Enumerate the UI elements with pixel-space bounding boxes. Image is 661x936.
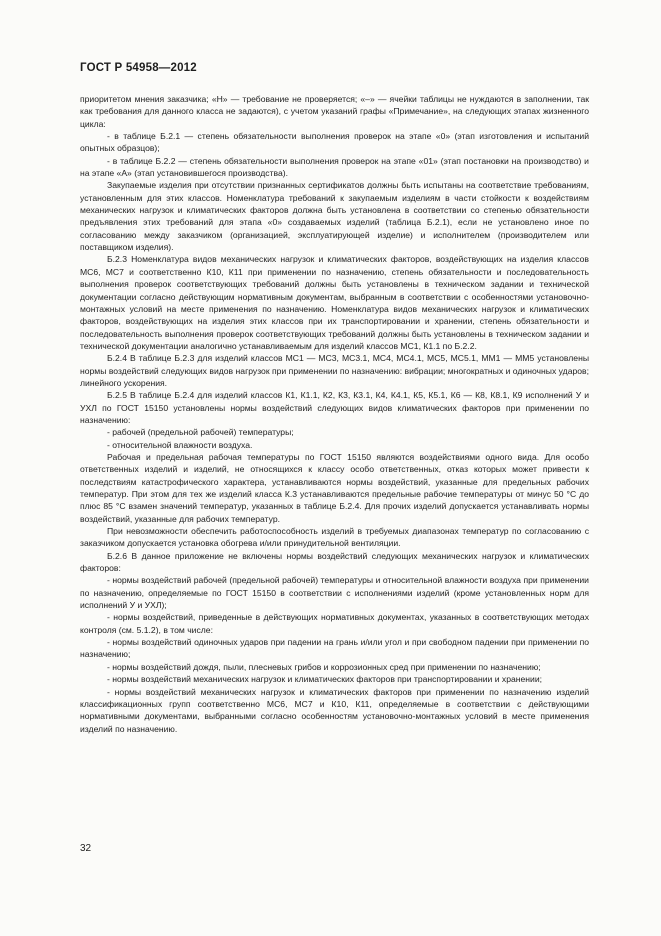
body-paragraph: Б.2.3 Номенклатура видов механических нагрузок и климатических факторов, воздействующих на изделия классов МС6, МС7 и соответственно К10, К11 при применении по назначению, степень обязательности и последовательность выполнения проверок соответствующих требований должны быть установлены в техническом задании и технической документации согласно действующим нормативным документам, выбранным в соответствии с особенностями установочно-монтажных условий на месте применения по назначению. Номенклатура видов механических нагрузок и климатических факторов, воздействующих на изделия этих классов при их транспортировании и хранении, степень обязательности и последовательность выполнения проверок соответствующих требований должны быть установлены в техническом задании и технической документации аналогично устанавливаемым для изделий классов МС1, К1.1 по Б.2.2.	[80, 254, 589, 351]
body-paragraph: приоритетом мнения заказчика; «Н» — требование не проверяется; «–» — ячейки таблицы не нуждаются в заполнении, так как требования для данного класса не задаются), с учетом указаний графы «Примечание», на следующих этапах жизненного цикла:	[80, 94, 589, 129]
body-paragraph: - нормы воздействий механических нагрузок и климатических факторов при применении по назначению изделий классификационных групп соответственно МС6, МС7 и К10, К11, определяемые в соответствии с действующими нормативными документами, выбранными согласно особенностям установочно-монтажных условий в месте применения изделий по назначению.	[80, 686, 589, 734]
body-paragraph: Б.2.4 В таблице Б.2.3 для изделий классов МС1 — МС3, МС3.1, МС4, МС4.1, МС5, МС5.1, ММ1 — ММ5 установлены нормы воздействий следующих видов нагрузок при применении по назначению: вибрации; многократных и одиночных ударов; линейного ускорения.	[80, 353, 589, 388]
body-paragraph: - относительной влажности воздуха.	[107, 439, 253, 450]
body-paragraph: Закупаемые изделия при отсутствии признанных сертификатов должны быть испытаны на соответствие требованиям, установленным для этих классов. Номенклатура требований к закупаемым изделиям в части стойкости к воздействиям механических нагрузок и климатических факторов должна быть установлена в соответствии со степенью обязательности предъявления этих требований для этапа «0» создаваемых изделий (таблица Б.2.1), если не установлено иное по согласованию между заказчиком (организацией, эксплуатирующей изделие) и исполнителем (производителем или поставщиком изделия).	[80, 180, 589, 253]
body-paragraph: - рабочей (предельной рабочей) температуры;	[107, 427, 294, 438]
body-paragraph: - нормы воздействий одиночных ударов при падении на грань и/или угол и при свободном падении при применении по назначению;	[80, 637, 589, 660]
document-header: ГОСТ Р 54958—2012	[80, 62, 197, 74]
body-paragraph: При невозможности обеспечить работоспособность изделий в требуемых диапазонах температур по согласованию с заказчиком допускается установка обогрева и/или принудительной вентиляции.	[80, 526, 589, 549]
body-paragraph: - в таблице Б.2.1 — степень обязательности выполнения проверок на этапе «0» (этап изготовления и испытаний опытных образцов);	[80, 131, 589, 154]
body-paragraph: Рабочая и предельная рабочая температуры по ГОСТ 15150 являются воздействиями одного вида. Для особо ответственных изделий и изделий, не относящихся к классу особо ответственных, отказ которых может привести к последствиям катастрофического характера, устанавливаются нормы воздействий, указанные для предельных рабочих температур. При этом для тех же изделий класса К.3 устанавливаются предельные рабочие температуры от минус 50 °C до плюс 85 °C взамен значений температур, указанных в таблице Б.2.4. Для прочих изделий допускается устанавливать нормы воздействий, указанные для рабочих температур.	[80, 451, 589, 524]
body-paragraph: Б.2.5 В таблице Б.2.4 для изделий классов К1, К1.1, К2, К3, К3.1, К4, К4.1, К5, К5.1, К6 — К8, К8.1, К9 исполнений У и УХЛ по ГОСТ 15150 установлены нормы воздействий следующих видов климатических факторов при применении по назначению:	[80, 390, 589, 425]
body-paragraph: - нормы воздействий, приведенные в действующих нормативных документах, указанных в соответствующих методах контроля (см. 5.1.2), в том числе:	[80, 612, 589, 635]
body-paragraph: - нормы воздействий дождя, пыли, плесневых грибов и коррозионных сред при применении по назначению;	[107, 661, 541, 672]
body-paragraph: Б.2.6 В данное приложение не включены нормы воздействий следующих механических нагрузок и климатических факторов:	[80, 550, 589, 574]
page-number: 32	[80, 843, 92, 854]
body-paragraph: - нормы воздействий механических нагрузок и климатических факторов при транспортировании и хранении;	[107, 674, 543, 685]
body-paragraph: - нормы воздействий рабочей (предельной рабочей) температуры и относительной влажности воздуха при применении по назначению, определяемые по ГОСТ 15150 в соответствии с исполнениями изделий (кроме установленных норм для исполнений У и УХЛ);	[80, 575, 589, 611]
body-paragraph: - в таблице Б.2.2 — степень обязательности выполнения проверок на этапе «01» (этап постановки на производство) и на этапе «А» (этап установившегося производства).	[80, 155, 589, 179]
document-body	[80, 93, 589, 735]
